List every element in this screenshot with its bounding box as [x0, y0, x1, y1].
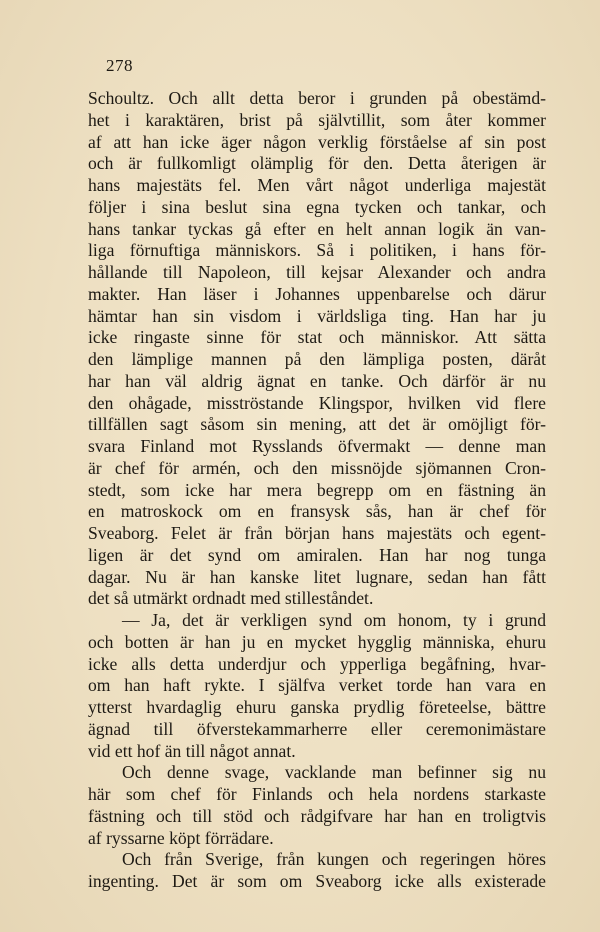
text-line: en matroskock om en fransysk sås, han är chef för	[88, 501, 546, 522]
text-line: följer i sina beslut sina egna tycken och tankar, och	[88, 196, 546, 217]
text-line: stedt, som icke har mera begrepp om en fästning än	[88, 479, 546, 500]
book-page	[88, 56, 546, 893]
text-line: makter. Han läser i Johannes uppenbarelse och därur	[88, 283, 546, 304]
text-line: tillfällen sagt såsom sin mening, att det är omöjligt för-	[88, 414, 546, 435]
text-line: ägnad till öfverstekammarherre eller ceremonimästare	[88, 718, 546, 739]
text-line: här som chef för Finlands och hela nordens starkaste	[88, 784, 546, 804]
text-line: — Ja, det är verkligen synd om honom, ty i grund	[122, 610, 546, 630]
text-line: ytterst hvardaglig ehuru ganska prydlig företeelse, bättre	[88, 697, 546, 717]
text-line: och är fullkomligt olämplig för den. Detta återigen är	[88, 153, 546, 174]
text-line: Schoultz. Och allt detta beror i grunden på obestämd-	[88, 88, 546, 108]
text-line: hans majestäts fel. Men vårt något underliga majestät	[88, 175, 546, 195]
text-line: liga förnuftiga människors. Så i politiken, i hans för-	[88, 240, 546, 261]
text-line: ingenting. Det är som om Sveaborg icke alls existerade	[88, 871, 546, 891]
text-line: icke alls detta underdjur och ypperliga begåfning, hvar-	[88, 653, 546, 674]
text-line: fästning och till stöd och rådgifvare har han en troligtvis	[88, 805, 546, 826]
page-number: 278	[106, 56, 133, 75]
text-line: den ohågade, misströstande Klingspor, hvilken vid flere	[88, 392, 546, 413]
text-line: hans tankar tyckas gå efter en helt annan logik än van-	[88, 218, 546, 239]
text-line: af att han icke äger någon verklig förståelse af sin post	[88, 131, 546, 152]
text-line: het i karaktären, brist på självtillit, som åter kommer	[88, 109, 546, 130]
text-line: är chef för armén, och den missnöjde sjömannen Cron-	[88, 457, 546, 478]
text-line: har han väl aldrig ägnat en tanke. Och därför är nu	[88, 370, 546, 391]
text-line: svara Finland mot Rysslands öfvermakt — denne man	[88, 436, 546, 456]
text-line: ligen är det synd om amiralen. Han har nog tunga	[88, 544, 546, 565]
text-line: vid ett hof än till något annat.	[88, 740, 296, 761]
text-line: icke ringaste sinne för stat och människor. Att sätta	[88, 327, 546, 348]
text-line: hämtar han sin visdom i världsliga ting. Han har ju	[88, 305, 546, 326]
body-text	[88, 88, 546, 893]
text-line: Och denne svage, vacklande man befinner sig nu	[122, 762, 546, 783]
text-line: Sveaborg. Felet är från början hans majestäts och egent-	[88, 523, 546, 543]
text-line: af ryssarne köpt förrädare.	[88, 827, 274, 848]
text-line: det så utmärkt ordnadt med stilleståndet.	[88, 588, 374, 609]
text-line: Och från Sverige, från kungen och regeringen höres	[122, 849, 546, 870]
text-line: om han haft rykte. I själfva verket torde han vara en	[88, 675, 546, 696]
text-line: dagar. Nu är han kanske litet lugnare, sedan han fått	[88, 566, 546, 587]
text-line: hållande till Napoleon, till kejsar Alexander och andra	[88, 262, 546, 282]
text-line: den lämplige mannen på den lämpliga posten, däråt	[88, 349, 546, 369]
text-line: och botten är han ju en mycket hygglig människa, ehuru	[88, 631, 546, 652]
